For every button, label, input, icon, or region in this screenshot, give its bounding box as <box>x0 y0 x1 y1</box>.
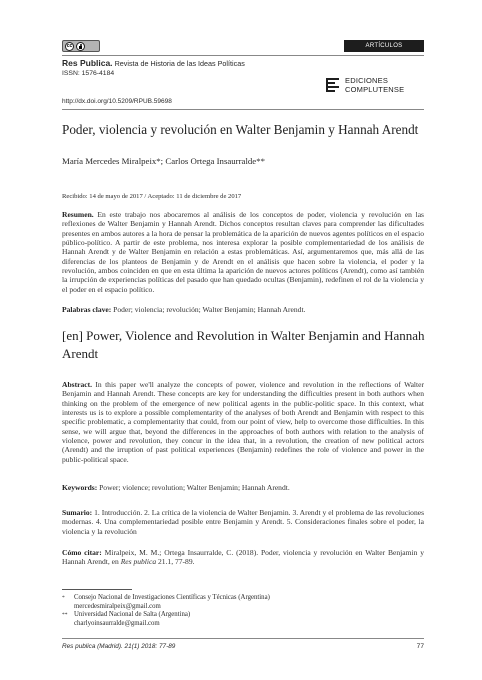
keywords-es-text: Poder; violencia; revolución; Walter Benjamin; Hannah Arendt. <box>113 305 306 314</box>
keywords-en-text: Power; violence; revolution; Walter Benjamin; Hannah Arendt. <box>99 483 290 492</box>
doi-link[interactable]: http://dx.doi.org/10.5209/RPUB.59698 <box>62 98 172 105</box>
footer-citation: Res publica (Madrid). 21(1) 2018: 77-89 <box>62 643 176 650</box>
footer-rule <box>62 638 424 639</box>
journal-subtitle: Revista de Historia de las Ideas Políticas <box>114 59 245 68</box>
article-title-en: [en] Power, Violence and Revolution in Walter Benjamin and Hannah Arendt <box>62 328 425 361</box>
abstract-en <box>62 380 424 464</box>
footnote <box>62 611 424 628</box>
footnote-email[interactable]: mercedesmiralpeix@gmail.com <box>74 602 161 610</box>
cite-text: Miralpeix, M. M.; Ortega Insaurralde, C. (2018). Poder, violencia y revolución en Walter Benjamin y Hannah Arendt, en <box>62 548 424 567</box>
how-to-cite <box>62 548 424 567</box>
publisher-logo <box>326 76 404 94</box>
by-icon <box>76 42 85 51</box>
abstract-es <box>62 210 424 294</box>
abstract-es-label: Resumen. <box>62 210 94 219</box>
footnote <box>62 594 424 611</box>
abstract-es-text: En este trabajo nos abocaremos al análisis de los conceptos de poder, violencia y revolución en las reflexiones de Walter Benjamin y Hannah Arendt. Dichos conceptos resultan claves para comprender las dificultades presentes en ambos autores a la hora de pensar la problemática de la aparición de nuevos agentes políticos en el espacio público-político. A partir de este problema, nos interesa explorar la posible complementariedad de los análisis de Hannah Arendt y de Walter Benjamin en relación a estas problemáticas. Así, argumentaremos que, más allá de las diferencias de los planteos de Benjamin y de Arendt en el análisis que hacen sobre la violencia, el poder y la revolución, ambos coinciden en que en esta última la aparición de nuevos actores políticos (Arendt), como así también la irrupción de experiencias políticas del pasado que han quedado ocultas (Benjamin), redefinen el rol de la violencia y el poder en el espacio político. <box>62 210 424 294</box>
article-title-es: Poder, violencia y revolución en Walter Benjamin y Hannah Arendt <box>62 122 419 137</box>
journal-info <box>62 58 312 77</box>
keywords-es-label: Palabras clave: <box>62 305 112 314</box>
page-number: 77 <box>416 643 424 650</box>
divider <box>62 109 424 110</box>
publisher-line1: EDICIONES <box>345 76 389 85</box>
abstract-en-text: In this paper we'll analyze the concepts of power, violence and revolution in the reflections of Walter Benjamin and Hannah Arendt. These concepts are key for understanding the difficulties present in both authors when thinking on the problem of the emergence of new political agents in the public-politic space. In this context, what interests us is to explore a possible complementarity of the analyses of both Arendt and Benjamin with respect to this specific problematic, a complementarity that could, from our point of view, help to overcome those difficulties. In this sense, we will argue that, beyond the differences in the approaches of both authors with relation to the analysis of violence, power and revolution, they concur in the idea that, in a revolution, the creation of new political actors (Arendt) and the irruption of past political experiences (Benjamin) redefines the role of violence and power in the public-political space. <box>62 380 424 464</box>
cite-label: Cómo citar: <box>62 548 102 557</box>
cite-tail: 21.1, 77-89. <box>158 557 195 567</box>
footnote-email[interactable]: charlyoinsaurralde@gmail.com <box>74 619 160 627</box>
footnote-mark: ** <box>62 612 68 619</box>
authors: María Mercedes Miralpeix*; Carlos Ortega Insaurralde** <box>62 156 265 166</box>
section-label: ARTÍCULOS <box>344 40 424 52</box>
summary <box>62 508 424 536</box>
keywords-en <box>62 483 424 492</box>
footnotes <box>62 594 424 628</box>
publisher-line2: COMPLUTENSE <box>345 85 405 94</box>
keywords-es <box>62 305 424 314</box>
cc-license-badge[interactable] <box>62 40 100 52</box>
footnote-affiliation: Universidad Nacional de Salta (Argentina) <box>74 611 191 619</box>
publisher-logo-icon <box>326 78 339 93</box>
cite-journal: Res publica <box>120 557 157 567</box>
journal-name: Res Publica. <box>62 58 113 68</box>
footnote-rule <box>62 589 132 590</box>
keywords-en-label: Keywords: <box>62 483 98 492</box>
footnote-mark: * <box>62 595 65 601</box>
cc-icon: cc <box>66 42 73 49</box>
abstract-en-label: Abstract. <box>62 380 92 389</box>
issn: ISSN: 1576-4184 <box>62 70 115 77</box>
divider <box>62 55 424 56</box>
summary-label: Sumario: <box>62 508 93 517</box>
summary-text: 1. Introducción. 2. La crítica de la violencia de Walter Benjamin. 3. Arendt y el problema de las revoluciones modernas. 4. Una complementariedad posible entre Benjamin y Arendt. 5. Consideraciones finales sobre el poder, la violencia y la revolución <box>62 508 425 536</box>
received-dates: Recibido: 14 de mayo de 2017 / Aceptado: 11 de diciembre de 2017 <box>62 193 242 200</box>
top-bar <box>62 40 424 52</box>
footnote-affiliation: Consejo Nacional de Investigaciones Científicas y Técnicas (Argentina) <box>74 594 270 601</box>
